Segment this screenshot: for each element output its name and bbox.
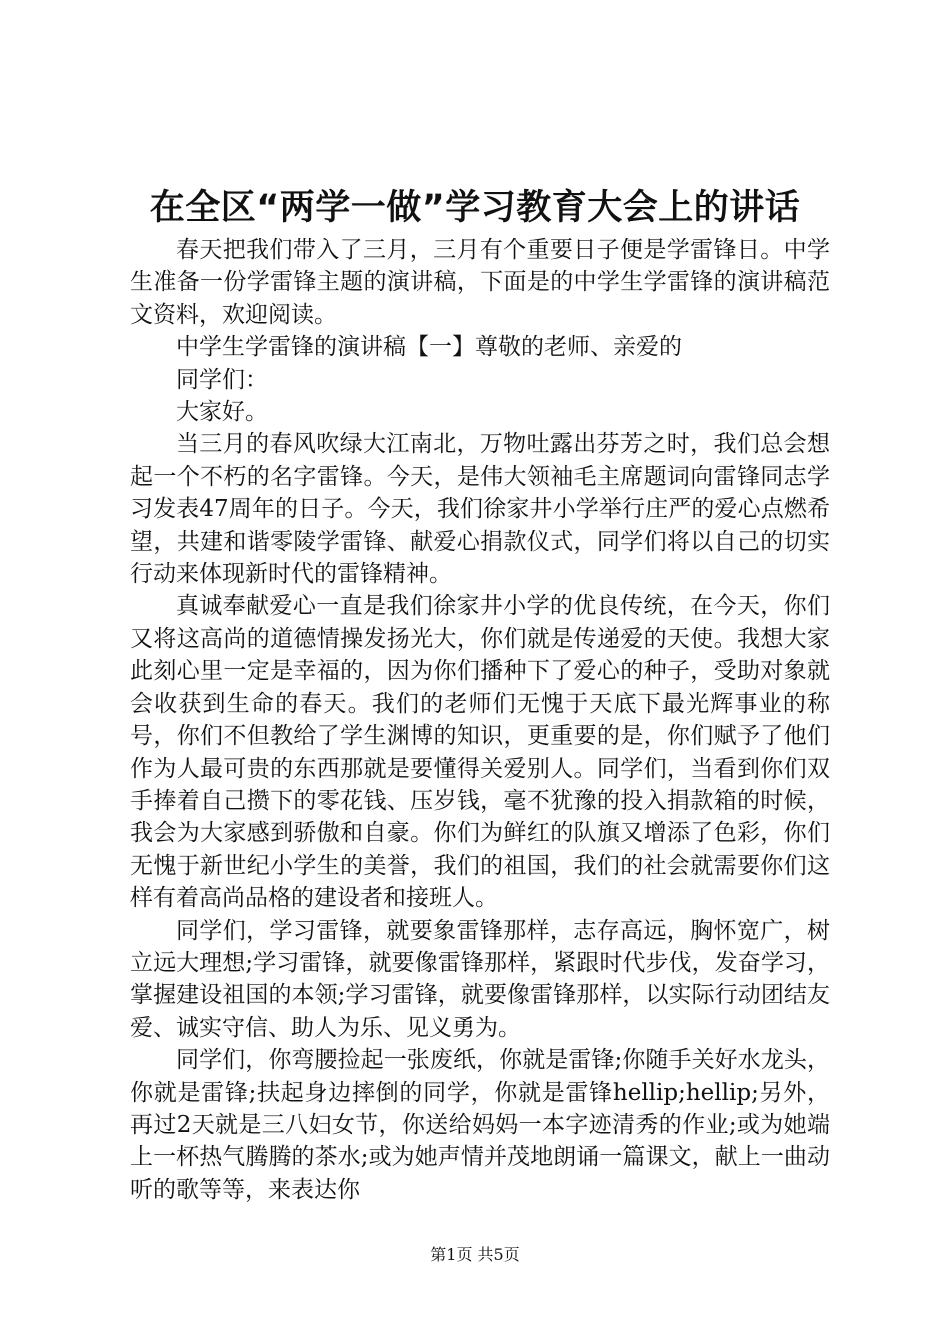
paragraph-body-2: 真诚奉献爱心一直是我们徐家井小学的优良传统，在今天，你们又将这高尚的道德情操发扬光大，你们就是传递爱的天使。我想大家此刻心里一定是幸福的，因为你们播种下了爱心的种子，受助对象就会收获到生命的春天。我们的老师们无愧于天底下最光辉事业的称号，你们不但教给了学生渊博的知识，更重要的是，你们赋予了他们作为人最可贵的东西那就是要懂得关爱别人。同学们，当看到你们双手捧着自己攒下的零花钱、压岁钱，毫不犹豫的投入捐款箱的时候，我会为大家感到骄傲和自豪。你们为鲜红的队旗又增添了色彩，你们无愧于新世纪小学生的美誉，我们的祖国，我们的社会就需要你们这样有着高尚品格的建设者和接班人。 <box>130 593 830 912</box>
paragraph-greeting: 大家好。 <box>176 399 268 426</box>
paragraph-salutation: 同学们： <box>176 366 268 393</box>
paragraph-body-3: 同学们，学习雷锋，就要象雷锋那样，志存高远，胸怀宽广，树立远大理想;学习雷锋，就要像雷锋那样，紧跟时代步伐，发奋学习，掌握建设祖国的本领;学习雷锋，就要像雷锋那样，以实际行动团结友爱、诚实守信、助人为乐、见义勇为。 <box>130 917 830 1041</box>
page-footer: 第1页 共5页 <box>430 1245 520 1264</box>
paragraph-body-4: 同学们，你弯腰捡起一张废纸，你就是雷锋;你随手关好水龙头，你就是雷锋;扶起身边摔倒的同学，你就是雷锋hellip;hellip;另外，再过2天就是三八妇女节，你送给妈妈一本字迹清秀的作业;或为她端上一杯热气腾腾的茶水;或为她声情并茂地朗诵一篇课文，献上一曲动听的歌等等，来表达你 <box>130 1047 830 1203</box>
paragraph-speech-heading: 中学生学雷锋的演讲稿【一】尊敬的老师、亲爱的 <box>176 334 682 361</box>
paragraph-body-1: 当三月的春风吹绿大江南北，万物吐露出芬芳之时，我们总会想起一个不朽的名字雷锋。今天，是伟大领袖毛主席题词向雷锋同志学习发表47周年的日子。今天，我们徐家井小学举行庄严的爱心点燃希望，共建和谐零陵学雷锋、献爱心捐款仪式，同学们将以自己的切实行动来体现新时代的雷锋精神。 <box>130 431 830 588</box>
document-title: 在全区“两学一做”学习教育大会上的讲话 <box>149 188 801 228</box>
paragraph-intro: 春天把我们带入了三月，三月有个重要日子便是学雷锋日。中学生准备一份学雷锋主题的演讲稿，下面是的中学生学雷锋的演讲稿范文资料，欢迎阅读。 <box>130 237 830 328</box>
document-body <box>130 234 830 1206</box>
